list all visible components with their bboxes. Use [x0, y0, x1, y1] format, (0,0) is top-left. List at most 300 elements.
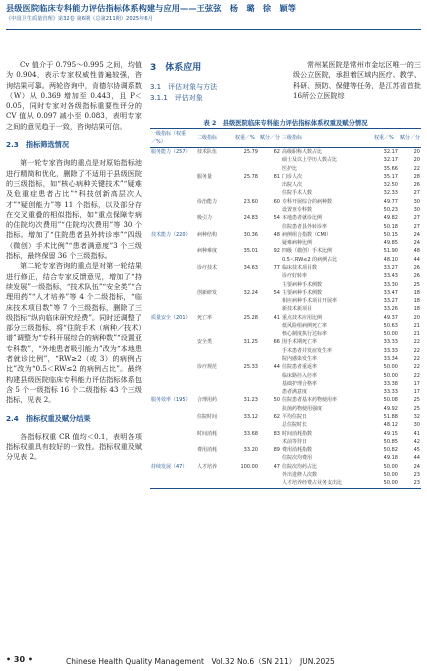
cell-weight3: 49.92: [383, 405, 398, 412]
cell-score2: [259, 438, 281, 446]
table-row: [150, 363, 421, 371]
table-caption: 表 2 县级医院临床专科能力评估指标体系权重及赋分情况: [203, 120, 368, 127]
cell-level2: [196, 156, 234, 164]
cell-level2: [196, 372, 234, 380]
cell-level3: 门诊人次: [282, 173, 303, 180]
cell-level2: [196, 297, 234, 305]
cell-level2: 病种难度: [197, 248, 218, 255]
paragraph-round1: 第一轮专家咨询的重点是对原始指标池进行精简和优化，删除了不适用于县级医院的三级指标，如“核心病种关键技术”“疑难及危重症患者占比”“科技创新高层次人才”“疑创能力”等 11 个指标，以及部分存在交叉重叠的相似指标，如“重点保障专病的住院均次费用”“住院均次费用”等 30 个指标。增加了“住院患者县外转诊率”“四级（微创）手术比例”“患者满意度”3 个三级指标，最终保留 36 个三级指标。: [6, 158, 142, 261]
section-heading-2-3: 2.3 指标筛选情况: [6, 140, 70, 150]
cell-score2: [259, 471, 281, 479]
cell-level3: 手术患者并发症发生率: [282, 347, 333, 354]
table-row: [150, 247, 421, 255]
table-header-row: [150, 129, 421, 148]
cell-level3: 围手术期死亡率: [282, 339, 318, 346]
cell-level2: [196, 421, 234, 429]
cell-weight2: 32.24: [243, 289, 258, 296]
cell-score3: 45: [413, 447, 420, 454]
cell-score2: [259, 421, 281, 429]
table-row: [150, 198, 421, 206]
cell-weight2: 23.60: [243, 198, 258, 205]
cell-level1: [150, 189, 196, 197]
cell-weight2: [234, 355, 259, 363]
cell-weight2: [234, 189, 259, 197]
cell-score2: [259, 256, 281, 264]
cell-weight3: 35.17: [383, 173, 398, 180]
table-row: [150, 239, 421, 247]
cell-weight3: 33.38: [383, 380, 398, 387]
cell-level1: [150, 372, 196, 380]
cell-score3: 24: [413, 231, 420, 238]
cell-level1: [150, 388, 196, 396]
cell-level1: [150, 156, 196, 164]
cell-score2: 41: [273, 314, 280, 321]
table-row: [150, 438, 421, 446]
table-row: [150, 463, 421, 471]
cell-weight3: 33.26: [383, 306, 398, 313]
cell-weight3: 32.17: [383, 157, 398, 164]
cell-level3: 住院患者基本药物使用率: [282, 397, 338, 404]
cell-level2: 诊疗技术: [197, 264, 218, 271]
cell-level2: 诊疗规范: [197, 364, 218, 371]
cell-level1: [150, 165, 196, 173]
cell-level3: 主要病种手术例数: [282, 281, 323, 288]
table-row: [150, 165, 421, 173]
cell-weight2: 100.00: [240, 463, 258, 470]
indicator-table: [150, 128, 421, 489]
cell-weight2: 31.25: [243, 339, 258, 346]
cell-weight2: 34.63: [243, 264, 258, 271]
cell-score2: 54: [273, 289, 280, 296]
section-heading-3-1-1: 3.1.1 评估对象: [150, 94, 203, 102]
cell-level3: 相应病种手术项目开展率: [282, 298, 338, 305]
cell-level2: 费用消耗: [197, 447, 218, 454]
cell-weight2: 35.01: [243, 248, 258, 255]
running-title: 县级医院临床专科能力评估指标体系构建与应用——王弦弦 杨 璐 徐 颖等: [6, 3, 297, 13]
cell-score3: 25: [413, 281, 420, 288]
cell-weight3: 33.27: [383, 298, 398, 305]
cell-score3: 26: [413, 273, 420, 280]
cell-level2: 吸引力: [197, 215, 213, 222]
table-row: [150, 214, 421, 222]
cell-score3: 30: [413, 198, 420, 205]
cell-level3: 总住院时长: [282, 422, 308, 429]
cell-weight3: 50.23: [383, 206, 398, 213]
cell-score3: 27: [413, 215, 420, 222]
cell-level2: [196, 239, 234, 247]
cell-level3: 患者满意度: [282, 389, 308, 396]
cell-level1: 服务效率（195）: [151, 397, 191, 404]
cell-level3: 新技术新项目: [282, 306, 313, 313]
cell-weight2: 33.12: [243, 414, 258, 420]
cell-weight3: 49.18: [383, 455, 398, 462]
cell-level3: 0.5＜RW≤2 的病例占比: [282, 256, 338, 263]
cell-score3: 20: [413, 157, 420, 164]
cell-score2: [259, 281, 281, 289]
cell-weight3: 50.85: [383, 438, 398, 445]
cell-score3: 20: [413, 314, 420, 321]
cell-weight2: [234, 206, 259, 214]
cell-score2: 54: [273, 215, 280, 222]
cell-level1: [150, 206, 196, 214]
cell-level1: [150, 272, 196, 280]
cell-score3: 22: [413, 165, 420, 172]
table-row: [150, 347, 421, 355]
cell-weight2: [234, 380, 259, 388]
table-row: [150, 322, 421, 330]
cell-weight2: [234, 223, 259, 231]
cell-weight3: 50.00: [383, 463, 398, 470]
cell-score3: 21: [413, 322, 420, 329]
table-body: [150, 148, 421, 489]
cell-level3: 住院患者县外转诊率: [282, 223, 328, 230]
cell-level2: [196, 438, 234, 446]
table-row: [150, 231, 421, 239]
cell-score3: 17: [413, 389, 420, 396]
cell-level3: 时间消耗指数: [282, 430, 313, 437]
cell-level1: [150, 330, 196, 338]
cell-level2: 时间消耗: [197, 430, 218, 437]
table-row: [150, 330, 421, 338]
cell-score2: [259, 330, 281, 338]
cell-level3: 核心制度执行达标率: [282, 331, 328, 338]
table-row: [150, 181, 421, 189]
cell-weight2: [234, 438, 259, 446]
cell-score3: 27: [413, 223, 420, 230]
cell-weight2: [234, 256, 259, 264]
cell-level1: [150, 479, 196, 488]
cell-score3: 28: [413, 173, 420, 180]
cell-weight3: 32.33: [383, 190, 398, 197]
cell-level3: 外出进修人次数: [282, 471, 318, 478]
cell-level1: [150, 363, 196, 371]
cell-score3: 27: [413, 190, 420, 197]
cell-level3: 人才培养经费占业务支出比: [281, 479, 373, 488]
table-row: [150, 372, 421, 380]
header-level1: 一级指标（权重／%）: [150, 129, 196, 148]
cell-score2: [259, 156, 281, 164]
cell-level1: [150, 421, 196, 429]
table-row: [150, 256, 421, 264]
cell-level1: [150, 438, 196, 446]
cell-weight2: [234, 272, 259, 280]
cell-weight2: 25.28: [243, 314, 258, 321]
cell-level3: 院内感染发生率: [282, 356, 318, 363]
cell-score2: [259, 272, 281, 280]
cell-level1: [150, 454, 196, 462]
cell-weight3: 50.82: [383, 447, 398, 454]
cell-level1: [150, 471, 196, 479]
cell-weight3: 35.66: [383, 165, 398, 172]
cell-level3: 出院人次: [282, 182, 303, 189]
cell-level3: 病例组合指数（CMI）: [282, 231, 332, 238]
cell-level2: 病种结构: [197, 231, 218, 238]
cell-score2: [259, 165, 281, 173]
cell-level1: [150, 430, 196, 438]
cell-weight3: 51.90: [383, 248, 398, 255]
cell-weight3: 33.43: [383, 273, 398, 280]
cell-level1: [150, 347, 196, 355]
cell-level2: [196, 223, 234, 231]
cell-weight3: 50.00: [383, 364, 398, 371]
cell-weight2: 25.33: [243, 364, 258, 371]
cell-weight3: 49.82: [383, 215, 398, 222]
cell-level2: [196, 479, 234, 488]
cell-score2: 60: [273, 198, 280, 205]
cell-weight2: [234, 322, 259, 330]
table-row: [150, 189, 421, 197]
cell-level1: [150, 214, 196, 222]
cell-weight3: 50.08: [383, 397, 398, 404]
cell-level1: 技术能力（220）: [151, 231, 191, 238]
cell-level2: [196, 454, 234, 462]
table-row: [150, 148, 421, 157]
cell-score3: 44: [413, 256, 420, 263]
running-header: [6, 3, 421, 22]
cell-level3: 抗菌药物使用强度: [282, 405, 323, 412]
cell-score2: [259, 239, 281, 247]
cell-level1: [150, 223, 196, 231]
cell-weight2: [234, 471, 259, 479]
cell-score2: 48: [273, 231, 280, 238]
table-row: [150, 446, 421, 454]
cell-weight2: 25.79: [243, 149, 258, 155]
cell-level2: 合理用药: [197, 397, 218, 404]
cell-level1: [150, 380, 196, 388]
cell-score2: [259, 322, 281, 330]
cell-level1: [150, 405, 196, 413]
cell-score2: 89: [273, 447, 280, 454]
cell-score2: [259, 189, 281, 197]
cell-weight3: 50.00: [383, 331, 398, 338]
cell-level1: 质量安全（201）: [151, 314, 191, 321]
cell-weight3: 49.37: [383, 314, 398, 321]
cell-weight3: 50.63: [383, 322, 398, 329]
cell-weight3: 33.33: [383, 389, 398, 396]
cell-score3: 30: [413, 206, 420, 213]
table-row: [150, 479, 421, 488]
intro-paragraph: [293, 60, 421, 101]
cell-weight3: 49.85: [383, 240, 398, 247]
cell-level3: 设置亚专科数: [282, 206, 313, 213]
cell-level1: 持续发展（47）: [151, 463, 188, 470]
cell-level2: 住院时间: [197, 414, 218, 420]
cell-weight3: 50.00: [383, 372, 398, 379]
cell-level3: 高级职称人数占比: [282, 149, 323, 155]
cell-level2: [196, 256, 234, 264]
cell-weight3: 49.15: [383, 430, 398, 437]
cell-weight3: 48.10: [383, 256, 398, 263]
cell-level3: 住院次均药占比: [282, 463, 318, 470]
cell-weight2: [234, 281, 259, 289]
cell-weight3: 33.33: [383, 347, 398, 354]
header-level3: 三级指标: [281, 129, 373, 148]
cell-level3: 临床路径入径率: [282, 372, 318, 379]
cell-score2: 44: [273, 364, 280, 371]
cell-score3: 44: [413, 455, 420, 462]
cell-score2: 66: [273, 339, 280, 346]
cell-level2: 人才培养: [197, 463, 218, 470]
cell-level3: 基础护理合格率: [282, 380, 318, 387]
cell-level1: [150, 305, 196, 313]
table-row: [150, 396, 421, 404]
cell-level1: [150, 256, 196, 264]
cell-level1: [150, 289, 196, 297]
header-rule: [6, 29, 421, 30]
cell-weight3: 33.27: [383, 264, 398, 271]
cell-level1: [150, 239, 196, 247]
cell-score2: [259, 388, 281, 396]
cell-score2: [259, 479, 281, 488]
cell-score2: [259, 181, 281, 189]
section-heading-2-4: 2.4 指标权重及赋分结果: [6, 413, 91, 423]
cell-score2: [259, 305, 281, 313]
cell-level1: [150, 281, 196, 289]
cell-level1: [150, 173, 196, 181]
header-weight3: 权重／%: [373, 129, 399, 148]
cell-weight2: [234, 330, 259, 338]
paragraph-weights: 各指标权重 CR 值均＜0.1，表明各项指标权重具有较好的一致性。指标权重及赋分见表 2。: [6, 431, 142, 462]
table-row: [150, 272, 421, 280]
table-row: [150, 297, 421, 305]
cell-level2: [196, 281, 234, 289]
cell-level3: 重点技术应用比例: [282, 314, 323, 321]
cell-level1: 服务能力（257）: [151, 149, 191, 155]
header-score3: 赋分／分: [399, 129, 421, 148]
cell-weight2: 33.20: [243, 447, 258, 454]
cell-score3: 24: [413, 240, 420, 247]
cell-level2: [196, 165, 234, 173]
cell-score2: [259, 372, 281, 380]
cell-weight3: 49.77: [383, 198, 398, 205]
cell-level2: [196, 330, 234, 338]
cell-weight2: [234, 181, 259, 189]
cell-weight2: 30.36: [243, 231, 258, 238]
cell-level3: 医护比: [282, 165, 298, 172]
cell-weight3: 32.50: [383, 182, 398, 189]
cell-level2: 诊治能力: [197, 198, 218, 205]
cell-level2: 服务量: [197, 173, 213, 180]
cell-score2: [259, 206, 281, 214]
table-row: [150, 421, 421, 429]
paragraph-cv: Cv 值介于 0.795～0.995 之间，均值为 0.904，表示专家权威性普遍较强，咨询结果可靠。两轮咨询中，肯德尔协调系数（W）从 0.369 增加至 0.443，且 P＜0.05，同时专家对各级指标重要性评分的 CV 值从 0.097 减小至 0.083，表明专家之间的意见趋于一致，咨询结果可信。: [6, 60, 142, 131]
table-row: [150, 355, 421, 363]
cell-level3: 住院次均费用: [282, 455, 313, 462]
cell-weight2: [234, 479, 259, 488]
cell-level2: 创新研发: [197, 289, 218, 296]
cell-score2: [259, 405, 281, 413]
cell-level2: [196, 322, 234, 330]
cell-weight2: [234, 239, 259, 247]
cell-weight2: [234, 405, 259, 413]
cell-score3: 26: [413, 264, 420, 271]
cell-weight2: [234, 421, 259, 429]
cell-level1: [150, 247, 196, 255]
cell-level2: [196, 305, 234, 313]
cell-level2: [196, 272, 234, 280]
cell-level1: [150, 446, 196, 454]
cell-weight3: 50.00: [373, 479, 399, 488]
cell-level2: [196, 380, 234, 388]
cell-score3: 25: [413, 397, 420, 404]
cell-score3: 18: [413, 306, 420, 313]
cell-score3: 22: [413, 339, 420, 346]
cell-score3: 32: [413, 414, 420, 420]
cell-weight2: [234, 156, 259, 164]
cell-weight3: 33.34: [383, 356, 398, 363]
cell-weight2: 33.68: [243, 430, 258, 437]
table-row: [150, 314, 421, 322]
table-row: [150, 173, 421, 181]
cell-level1: [150, 181, 196, 189]
table-row: [150, 413, 421, 421]
cell-score2: 62: [273, 414, 280, 420]
cell-level3: 术前等待日: [282, 438, 308, 445]
cell-weight2: 25.78: [243, 173, 258, 180]
cell-score3: 22: [413, 372, 420, 379]
cell-score2: 81: [273, 173, 280, 180]
cell-score2: [259, 454, 281, 462]
cell-weight2: [234, 372, 259, 380]
cell-score2: [259, 380, 281, 388]
cell-score3: 18: [413, 298, 420, 305]
cell-level3: 住院患者重返率: [282, 364, 318, 371]
cell-level3: 疑难病种比例: [282, 240, 313, 247]
journal-footer: Chinese Health Quality Management Vol.32 No.6（SN 211） JUN.2025: [66, 657, 335, 666]
table-row: [150, 264, 421, 272]
cell-level2: 安全类: [197, 339, 213, 346]
cell-weight2: [234, 388, 259, 396]
cell-level3: 低风险组病例死亡率: [282, 322, 328, 329]
table-row: [150, 156, 421, 164]
cell-score2: 77: [273, 264, 280, 271]
page-number: • 30 •: [6, 655, 33, 664]
table-row: [150, 305, 421, 313]
table-row: [150, 380, 421, 388]
cell-level3: 诊疗好转率: [282, 273, 308, 280]
intro-text: 常州某医院是常州市金坛区唯一的三级公立医院，承担着区域内医疗、教学、科研、预防、保健等任务，是江苏省首批16所公立医院综: [293, 60, 421, 100]
cell-level1: [150, 264, 196, 272]
cell-score3: 22: [413, 347, 420, 354]
cell-score3: 48: [413, 248, 420, 255]
cell-score2: [259, 347, 281, 355]
cell-level2: [196, 388, 234, 396]
cell-score3: 22: [413, 364, 420, 371]
cell-score3: 41: [413, 430, 420, 437]
cell-level1: [150, 413, 196, 421]
cell-level3: 费用消耗指数: [282, 447, 313, 454]
cell-score3: 42: [413, 438, 420, 445]
cell-level2: 死亡率: [197, 314, 213, 321]
table-row: [150, 338, 421, 346]
cell-weight3: 33.47: [383, 289, 398, 296]
cell-weight2: [234, 165, 259, 173]
cell-score3: 30: [413, 422, 420, 429]
cell-score2: 50: [273, 397, 280, 404]
cell-weight3: 51.88: [383, 414, 398, 420]
cell-level2: [196, 206, 234, 214]
cell-level2: [196, 347, 234, 355]
table-row: [150, 388, 421, 396]
cell-weight3: 50.15: [383, 231, 398, 238]
header-score2: 赋分／分: [259, 129, 281, 148]
cell-score2: 83: [273, 430, 280, 437]
cell-score2: 92: [273, 248, 280, 255]
cell-weight2: 24.83: [243, 215, 258, 222]
cell-score3: 26: [413, 182, 420, 189]
table-row: [150, 430, 421, 438]
cell-level3: 主要病种手术例数: [282, 289, 323, 296]
